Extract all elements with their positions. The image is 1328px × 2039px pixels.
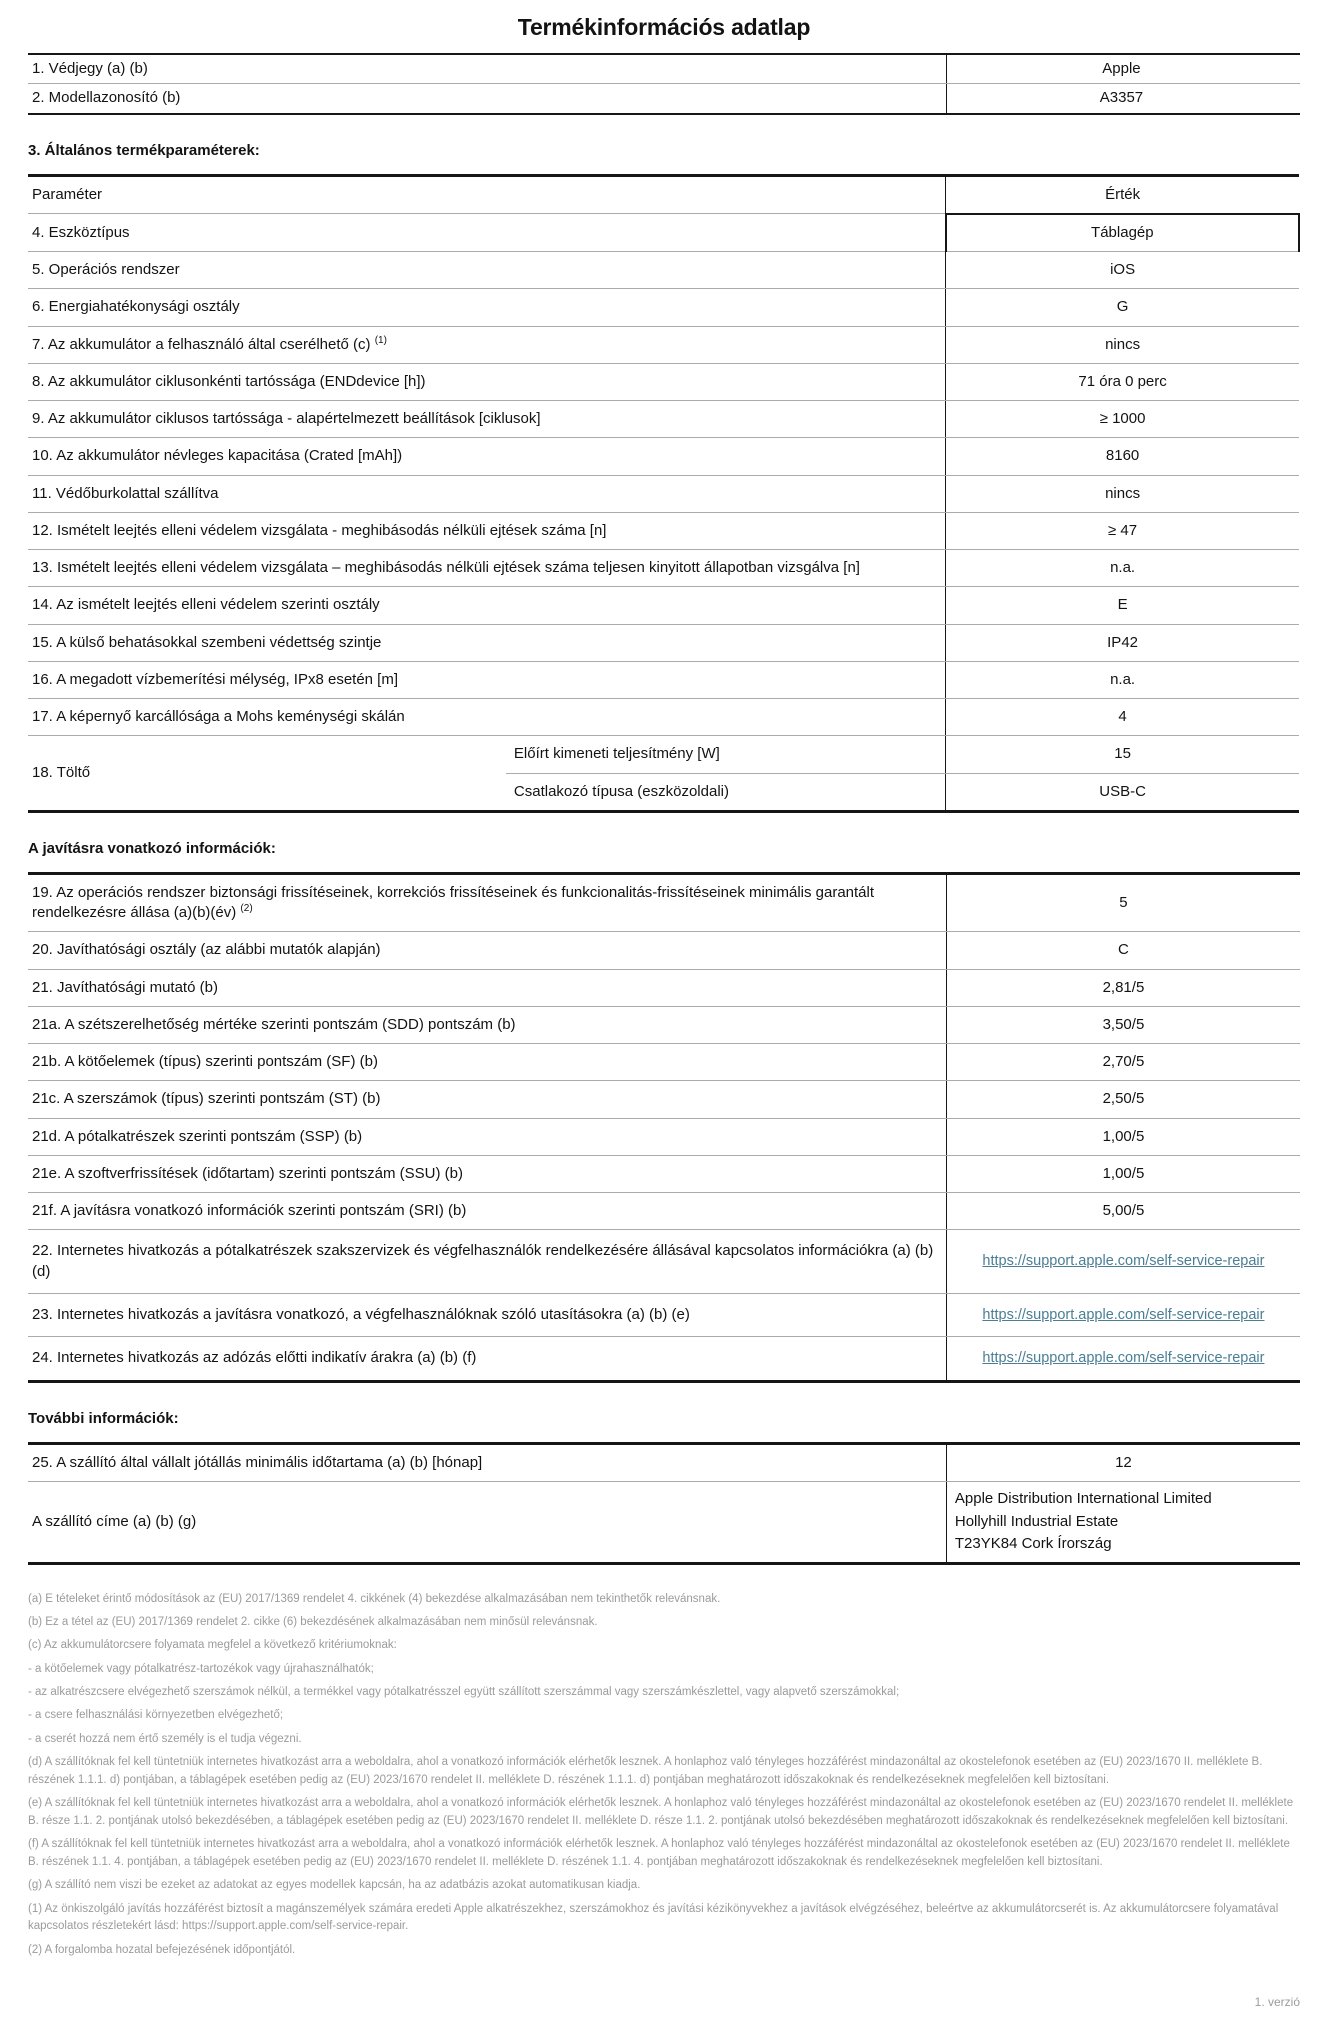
param-value: 1,00/5 [946, 1118, 1300, 1155]
section-heading-general: 3. Általános termékparaméterek: [28, 141, 260, 159]
general-parameters-table [28, 174, 1300, 813]
table-row [28, 873, 1300, 932]
table-row [28, 1155, 1300, 1192]
param-label: 18. Töltő [28, 736, 506, 812]
supplier-address-line: T23YK84 Cork Írország [954, 1535, 1112, 1553]
table-row [28, 550, 1299, 587]
footnote-e: (e) A szállítóknak fel kell tüntetniük internetes hivatkozást arra a weboldalra, ahol a vonatkozó információk elérhetők lesznek. A honlaphoz való tényleges hozzáférést mindazonáltal az okostelefonok esetében az (EU) 2023/1670 rendelet II. melléklete B. része 1.1. 2. pontjának utolsó bekezdésében, a táblagépek esetében pedig az (EU) 2023/1670 rendelet II. melléklete D. része 1.1. 2. pontjának utolsó bekezdésében meghatározott időszakoknak és rendelkezéseknek megfelelően kell biztosítani. [28, 1796, 1294, 1827]
table-row [28, 1230, 1300, 1294]
table-row [28, 1337, 1300, 1382]
section-heading-more: További információk: [28, 1409, 179, 1427]
param-value [946, 1337, 1300, 1382]
footnote-c-item: - a csere felhasználási környezetben elvégezhető; [28, 1709, 284, 1722]
param-value: ≥ 47 [946, 512, 1299, 549]
footnote-c-item: - a kötőelemek vagy pótalkatrész-tartozékok vagy újrahasználhatók; [28, 1662, 374, 1675]
param-value: nincs [946, 326, 1299, 363]
table-row [28, 401, 1299, 438]
param-value: ≥ 1000 [946, 401, 1299, 438]
param-label: 6. Energiahatékonysági osztály [28, 289, 946, 326]
param-label: 21e. A szoftverfrissítések (időtartam) szerinti pontszám (SSU) (b) [28, 1155, 946, 1192]
table-row [28, 1081, 1300, 1118]
param-label: 21d. A pótalkatrészek szerinti pontszám (SSP) (b) [28, 1118, 946, 1155]
param-value: 2,81/5 [946, 969, 1300, 1006]
footnote-c: (c) Az akkumulátorcsere folyamata megfelel a következő kritériumoknak: [28, 1639, 397, 1652]
table-row [28, 363, 1299, 400]
version-label: 1. verzió [1254, 1995, 1300, 2010]
table-row [28, 214, 1299, 252]
param-value [946, 1230, 1300, 1294]
param-value: E [946, 587, 1299, 624]
param-label: 2. Modellazonosító (b) [28, 84, 946, 114]
identification-table [28, 53, 1300, 115]
param-label: 5. Operációs rendszer [28, 252, 946, 289]
param-label: 25. A szállító által vállalt jótállás minimális időtartama (a) (b) [hónap] [28, 1443, 946, 1481]
param-label: 22. Internetes hivatkozás a pótalkatrészek szakszervizek és végfelhasználók rendelkezésére állásával kapcsolatos információkra (a) (b) (d) [28, 1230, 946, 1294]
param-label: 15. A külső behatásokkal szembeni védettség szintje [28, 624, 946, 661]
additional-information-table [28, 1442, 1300, 1565]
param-value: 5 [946, 873, 1300, 932]
table-row [28, 84, 1300, 114]
column-header-parameter: Paraméter [28, 175, 946, 214]
param-label: 9. Az akkumulátor ciklusos tartóssága - alapértelmezett beállítások [ciklusok] [28, 401, 946, 438]
param-label: 17. A képernyő karcállósága a Mohs keménységi skálán [28, 699, 946, 736]
table-row [28, 289, 1299, 326]
param-value: 12 [946, 1443, 1300, 1481]
table-row [28, 624, 1299, 661]
param-label: 21. Javíthatósági mutató (b) [28, 969, 946, 1006]
param-label: 20. Javíthatósági osztály (az alábbi mutatók alapján) [28, 932, 946, 969]
param-label: 13. Ismételt leejtés elleni védelem vizsgálata – meghibásodás nélküli ejtések száma teljesen kinyitott állapotban vizsgálva [n] [28, 550, 946, 587]
footnote-c-item: - a cserét hozzá nem értő személy is el tudja végezni. [28, 1732, 302, 1745]
table-row [28, 1118, 1300, 1155]
footnote-ref-2: (2) [240, 903, 253, 914]
section-heading-repair: A javításra vonatkozó információk: [28, 839, 276, 857]
charger-sub-value: USB-C [1099, 782, 1146, 800]
table-row [28, 475, 1299, 512]
param-value: 8160 [946, 438, 1299, 475]
param-label: 8. Az akkumulátor ciklusonkénti tartóssága (ENDdevice [h]) [28, 363, 946, 400]
footnote-ref-1: (1) [374, 334, 387, 346]
supplier-address-line: Apple Distribution International Limited [954, 1490, 1212, 1508]
table-row [28, 699, 1299, 736]
param-value: n.a. [946, 661, 1299, 698]
param-value: Apple [946, 54, 1300, 84]
footnote-a: (a) E tételeket érintő módosítások az (EU) 2017/1369 rendelet 4. cikkének (4) bekezdése alkalmazásában nem tekinthetők relevánsnak. [28, 1592, 721, 1605]
table-row [28, 587, 1299, 624]
footnote-1: (1) Az önkiszolgáló javítás hozzáférést biztosít a magánszemélyek számára eredeti Apple alkatrészekhez, szerszámokhoz és javítási kézikönyvekhez a javítások elvégzéséhez, beleértve az akkumulátorcserét is. Az akkumulátorcsere folyamatával kapcsolatos részletekért lásd: https://support.apple.com/self-service-repair. [28, 1902, 1279, 1933]
table-row [28, 512, 1299, 549]
param-label: 4. Eszköztípus [28, 214, 946, 252]
param-value: IP42 [946, 624, 1299, 661]
param-label: A szállító címe (a) (b) (g) [28, 1482, 946, 1564]
footnote-b: (b) Ez a tétel az (EU) 2017/1369 rendelet 2. cikke (6) bekezdésének alkalmazásában nem minősül relevánsnak. [28, 1615, 598, 1628]
table-row [28, 54, 1300, 84]
table-row [28, 932, 1300, 969]
param-label: 16. A megadott vízbemerítési mélység, IPx8 esetén [m] [28, 661, 946, 698]
param-label-text: 7. Az akkumulátor a felhasználó által cserélhető (c) [32, 335, 371, 353]
self-service-repair-link[interactable]: https://support.apple.com/self-service-repair [982, 1306, 1265, 1323]
table-row [28, 1443, 1300, 1481]
footnote-g: (g) A szállító nem viszi be ezeket az adatokat az egyes modellek kapcsán, ha az adatbázis azokat automatikusan kiadja. [28, 1879, 641, 1892]
table-row [28, 438, 1299, 475]
param-value: 3,50/5 [946, 1006, 1300, 1043]
page-title: Termékinformációs adatlap [517, 14, 811, 40]
param-label [28, 326, 946, 363]
column-header-value: Érték [946, 175, 1299, 214]
param-value: 2,70/5 [946, 1044, 1300, 1081]
table-row [28, 1006, 1300, 1043]
param-value [946, 1293, 1300, 1337]
table-row [28, 1293, 1300, 1337]
table-row [28, 661, 1299, 698]
param-label: 24. Internetes hivatkozás az adózás előtti indikatív árakra (a) (b) (f) [28, 1337, 946, 1382]
param-value: 1,00/5 [946, 1155, 1300, 1192]
footnote-d: (d) A szállítóknak fel kell tüntetniük internetes hivatkozást arra a weboldalra, ahol a vonatkozó információk elérhetők lesznek. A honlaphoz való tényleges hozzáférést mindazonáltal az okostelefonok esetében az (EU) 2023/1670 II. melléklete B. részének 1.1.1. d) pontjában, a táblagépek esetében pedig az (EU) 2023/1670 rendelet II. melléklete D. részének 1.1.1. d) pontjában meghatározott időszakoknak és rendelkezéseknek megfelelően kell biztosítani. [28, 1755, 1263, 1786]
param-value: 5,00/5 [946, 1193, 1300, 1230]
table-row [28, 1193, 1300, 1230]
footnotes [28, 1591, 1300, 1960]
repair-information-table [28, 872, 1300, 1383]
param-label [28, 873, 946, 932]
param-label: 12. Ismételt leejtés elleni védelem vizsgálata - meghibásodás nélküli ejtések száma [n] [28, 512, 946, 549]
charger-sub-value: 15 [946, 736, 1299, 773]
table-row [28, 969, 1300, 1006]
footnote-2: (2) A forgalomba hozatal befejezésének időpontjától. [28, 1943, 296, 1956]
table-row [28, 1044, 1300, 1081]
param-label: 21b. A kötőelemek (típus) szerinti pontszám (SF) (b) [28, 1044, 946, 1081]
param-label: 21f. A javításra vonatkozó információk szerinti pontszám (SRI) (b) [28, 1193, 946, 1230]
table-row [28, 326, 1299, 363]
table-row [28, 252, 1299, 289]
param-label-text: 19. Az operációs rendszer biztonsági frissítéseinek, korrekciós frissítéseinek és funkcionalitás-frissítéseinek minimális garantált rendelkezésre állása (a)(b)(év) [32, 883, 875, 921]
param-label: 11. Védőburkolattal szállítva [28, 475, 946, 512]
supplier-address-line: Hollyhill Industrial Estate [954, 1512, 1119, 1530]
self-service-repair-link[interactable]: https://support.apple.com/self-service-repair [982, 1350, 1265, 1367]
param-value: A3357 [1099, 89, 1144, 107]
charger-sub-label: Csatlakozó típusa (eszközoldali) [506, 773, 946, 811]
param-value: 2,50/5 [946, 1081, 1300, 1118]
param-value: n.a. [946, 550, 1299, 587]
footnote-f: (f) A szállítóknak fel kell tüntetniük internetes hivatkozást arra a weboldalra, ahol a vonatkozó információk elérhetők lesznek. A honlaphoz való tényleges hozzáférést mindazonáltal az okostelefonok esetében az (EU) 2023/1670 rendelet II. melléklete B. részének 1.1. 4. pontjában, a táblagépek esetében pedig az (EU) 2023/1670 rendelet II. melléklete D. részének 1.1. 4. pontjában meghatározott időszakoknak és rendelkezéseknek megfelelően kell biztosítani. [28, 1838, 1290, 1868]
param-label: 23. Internetes hivatkozás a javításra vonatkozó, a végfelhasználóknak szóló utasításokra (a) (b) (e) [28, 1293, 946, 1337]
table-row-supplier-address [28, 1482, 1300, 1564]
table-header-row [28, 175, 1299, 214]
param-label: 14. Az ismételt leejtés elleni védelem szerinti osztály [28, 587, 946, 624]
param-value: iOS [946, 252, 1299, 289]
table-row-charger [28, 736, 1299, 773]
param-value: 71 óra 0 perc [946, 363, 1299, 400]
param-label: 21a. A szétszerelhetőség mértéke szerinti pontszám (SDD) pontszám (b) [28, 1006, 946, 1043]
self-service-repair-link[interactable]: https://support.apple.com/self-service-repair [982, 1253, 1265, 1270]
device-type-value: Táblagép [946, 214, 1299, 252]
param-label: 21c. A szerszámok (típus) szerinti pontszám (ST) (b) [28, 1081, 946, 1118]
param-value: C [946, 932, 1300, 969]
param-value: nincs [946, 475, 1299, 512]
param-label: 10. Az akkumulátor névleges kapacitása (Crated [mAh]) [28, 438, 946, 475]
supplier-address [946, 1482, 1300, 1564]
param-value: 4 [946, 699, 1299, 736]
charger-sub-label: Előírt kimeneti teljesítmény [W] [506, 736, 946, 773]
param-value: G [946, 289, 1299, 326]
param-label: 1. Védjegy (a) (b) [28, 54, 946, 84]
footnote-c-item: - az alkatrészcsere elvégezhető szerszámok nélkül, a termékkel vagy pótalkatrésszel együtt szállított szerszámmal vagy szerszámkészlettel, vagy alapvető szerszámokkal; [28, 1685, 900, 1698]
